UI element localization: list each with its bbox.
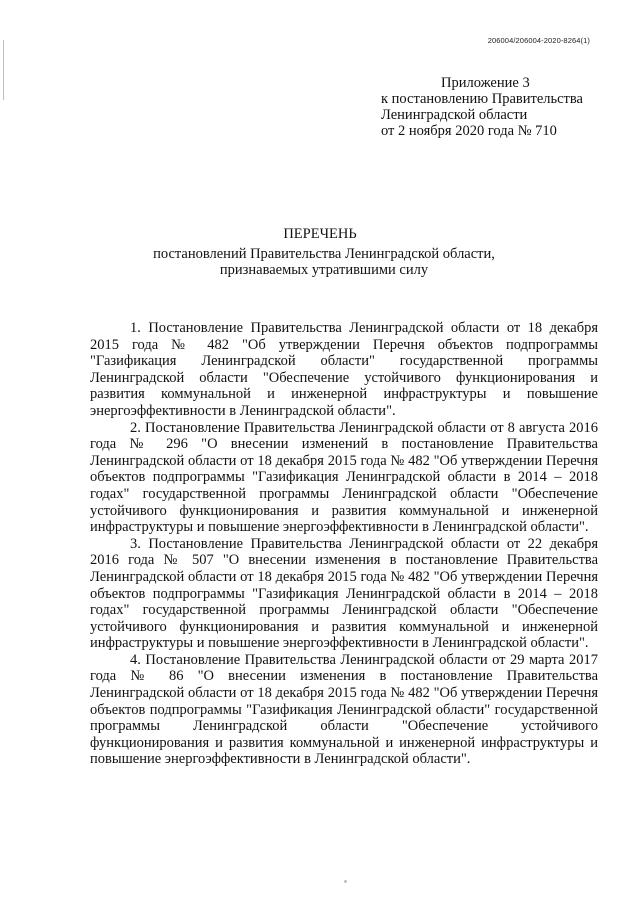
appendix-reference: к постановлению Правительства bbox=[381, 91, 583, 107]
appendix-region: Ленинградской области bbox=[381, 107, 528, 123]
appendix-date: от 2 ноября 2020 года № 710 bbox=[381, 123, 557, 139]
appendix-header bbox=[381, 75, 583, 139]
title-subtitle-line-2: признаваемых утратившими силу bbox=[219, 262, 429, 278]
resolutions-list bbox=[90, 320, 598, 768]
list-item: 1. Постановление Правительства Ленинградской области от 18 декабря 2015 года № 482 "Об утверждении Перечня объектов подпрограммы "Газификация Ленинградской области" государственной программы Ленинградской области "Обеспечение устойчивого функционирования и развития коммунальной и инженерной инфраструктуры и повышение энергоэффективности в Ленинградской области". bbox=[90, 320, 598, 419]
title-word: ПЕРЕЧЕНЬ bbox=[283, 226, 357, 242]
title-subtitle-line-1: постановлений Правительства Ленинградской области, bbox=[153, 245, 495, 262]
list-item: 4. Постановление Правительства Ленинградской области от 29 марта 2017 года № 86 "О внесении изменения в постановление Правительства Ленинградской области от 18 декабря 2015 года № 482 "Об утверждении Перечня объектов подпрограммы "Газификация Ленинградской области" государственной программы Ленинградской области "Обеспечение устойчивого функционирования и развития коммунальной и инженерной инфраструктуры и повышение энергоэффективности в Ленинградской области". bbox=[90, 651, 598, 768]
scan-edge-line bbox=[3, 40, 4, 100]
document-registration-code: 206004/206004-2020-8264(1) bbox=[487, 36, 590, 45]
appendix-number: Приложение 3 bbox=[441, 75, 530, 91]
list-item: 2. Постановление Правительства Ленинградской области от 8 августа 2016 года № 296 "О внесении изменений в постановление Правительства Ленинградской области от 18 декабря 2015 года № 482 "Об утверждении Перечня объектов подпрограммы "Газификация Ленинградской области в 2014 – 2018 годах" государственной программы Ленинградской области "Обеспечение устойчивого функционирования и развития коммунальной и инженерной инфраструктуры и повышение энергоэффективности в Ленинградской области". bbox=[90, 419, 598, 536]
document-title bbox=[0, 226, 640, 279]
scan-speck bbox=[344, 880, 347, 883]
list-item: 3. Постановление Правительства Ленинградской области от 22 декабря 2016 года № 507 "О внесении изменения в постановление Правительства Ленинградской области от 18 декабря 2015 года № 482 "Об утверждении Перечня объектов подпрограммы "Газификация Ленинградской области в 2014 – 2018 годах" государственной программы Ленинградской области "Обеспечение устойчивого функционирования и развития коммунальной и инженерной инфраструктуры и повышение энергоэффективности в Ленинградской области". bbox=[90, 535, 598, 652]
